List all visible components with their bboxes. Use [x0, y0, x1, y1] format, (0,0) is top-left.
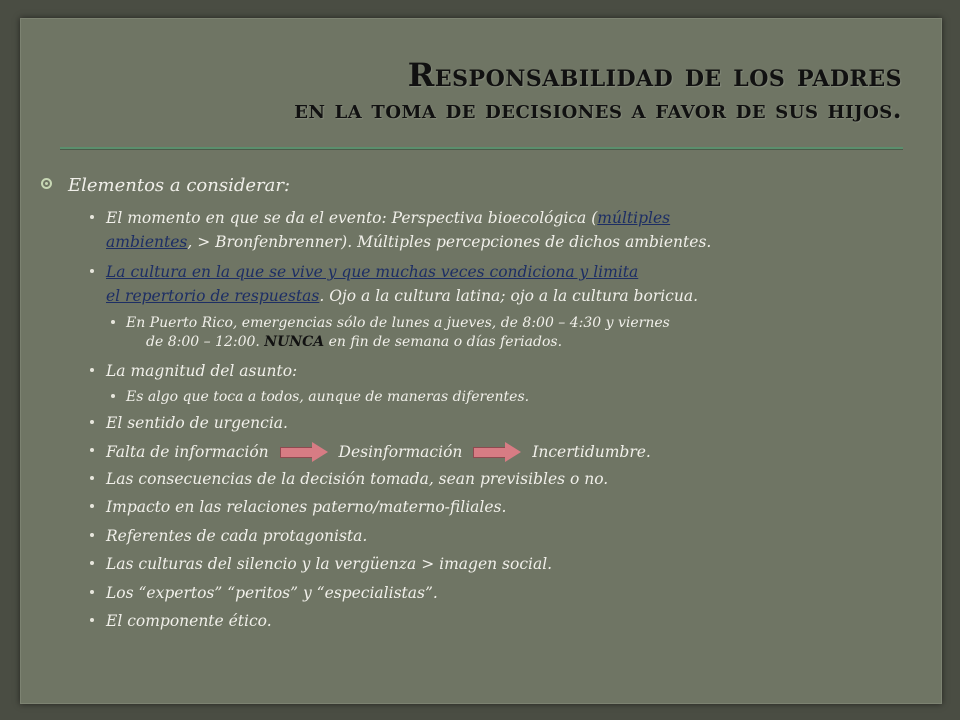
- item2-blue-a: La cultura en la que se vive y que muchas veces condiciona y limita: [106, 263, 639, 281]
- dot-bullet-icon: [90, 504, 94, 508]
- bullet-item-7: [106, 498, 506, 516]
- item4-text: El sentido de urgencia.: [106, 414, 288, 432]
- bullet-item-3-sub: [126, 389, 529, 405]
- dot-bullet-icon: [90, 590, 94, 594]
- bullet-item-2-sub-cont: [146, 334, 562, 350]
- bullet-item-1: [106, 209, 670, 227]
- item3-text: La magnitud del asunto:: [106, 362, 298, 380]
- item2-text-b: . Ojo a la cultura latina; ojo a la cultura boricua.: [319, 287, 698, 305]
- dot-bullet-icon: [90, 561, 94, 565]
- item11-text: El componente ético.: [106, 612, 272, 630]
- item2-blue-b: el repertorio de respuestas: [106, 287, 320, 305]
- item9-text-a: Las culturas del silencio y la vergüenza >: [106, 555, 435, 573]
- item5-part2: Desinformación: [338, 443, 463, 461]
- item7-text: Impacto en las relaciones paterno/materno-filiales.: [106, 498, 507, 516]
- dot-bullet-icon: [90, 215, 94, 219]
- heading-text: Elementos a considerar:: [68, 175, 291, 196]
- bullet-item-9: [106, 555, 552, 573]
- item1-blue-a: múltiples: [597, 209, 671, 227]
- item9-text-b: imagen social.: [439, 555, 553, 573]
- bullet-item-5: [106, 442, 651, 461]
- dot-bullet-icon: [90, 533, 94, 537]
- bullet-item-3: [106, 362, 297, 380]
- item10-text: Los “expertos” “peritos” y “especialistas”.: [106, 584, 438, 602]
- dot-bullet-icon: [111, 320, 115, 324]
- item2-sub-text-b: de 8:00 – 12:00.: [146, 334, 260, 350]
- item1-blue-b: ambientes: [106, 233, 188, 251]
- bullet-item-2-sub: [126, 315, 670, 331]
- bullet-item-2-cont: [106, 287, 698, 305]
- item2-sub-text-c: en fin de semana o días feriados.: [328, 334, 563, 350]
- dot-bullet-icon: [111, 394, 115, 398]
- item5-part3: Incertidumbre.: [532, 443, 651, 461]
- dot-bullet-icon: [90, 420, 94, 424]
- dot-bullet-icon: [90, 618, 94, 622]
- dot-bullet-icon: [90, 269, 94, 273]
- item5-part1: Falta de información: [106, 443, 269, 461]
- bullet-item-8: [106, 527, 367, 545]
- bullet-item-10: [106, 584, 438, 602]
- item6-text: Las consecuencias de la decisión tomada, sean previsibles o no.: [106, 470, 609, 488]
- item1-text-a: El momento en que se da el evento: Perspectiva bioecológica (: [106, 209, 598, 227]
- title-line-2: en la toma de decisiones a favor de sus hijos.: [294, 95, 902, 124]
- title-line-1: Responsabilidad de los padres: [407, 56, 902, 94]
- dot-bullet-icon: [90, 476, 94, 480]
- item3-sub-text: Es algo que toca a todos, aunque de maneras diferentes.: [126, 389, 530, 405]
- right-arrow-icon: [473, 442, 521, 460]
- dot-bullet-icon: [90, 368, 94, 372]
- dot-bullet-icon: [90, 448, 94, 452]
- bullet-item-11: [106, 612, 272, 630]
- item2-sub-text-a: En Puerto Rico, emergencias sólo de lunes a jueves, de 8:00 – 4:30 y viernes: [126, 315, 670, 331]
- item1-text-b: , > Bronfenbrenner). Múltiples percepciones de dichos ambientes.: [187, 233, 712, 251]
- item8-text: Referentes de cada protagonista.: [106, 527, 368, 545]
- circle-bullet-icon: [41, 178, 52, 189]
- bullet-item-1-cont: [106, 233, 711, 251]
- bullet-item-2: [106, 263, 638, 281]
- bullet-item-6: [106, 470, 608, 488]
- bullet-item-4: [106, 414, 288, 432]
- right-arrow-icon: [280, 442, 328, 460]
- bullet-heading: [68, 175, 290, 196]
- item2-sub-bold: NUNCA: [264, 334, 325, 350]
